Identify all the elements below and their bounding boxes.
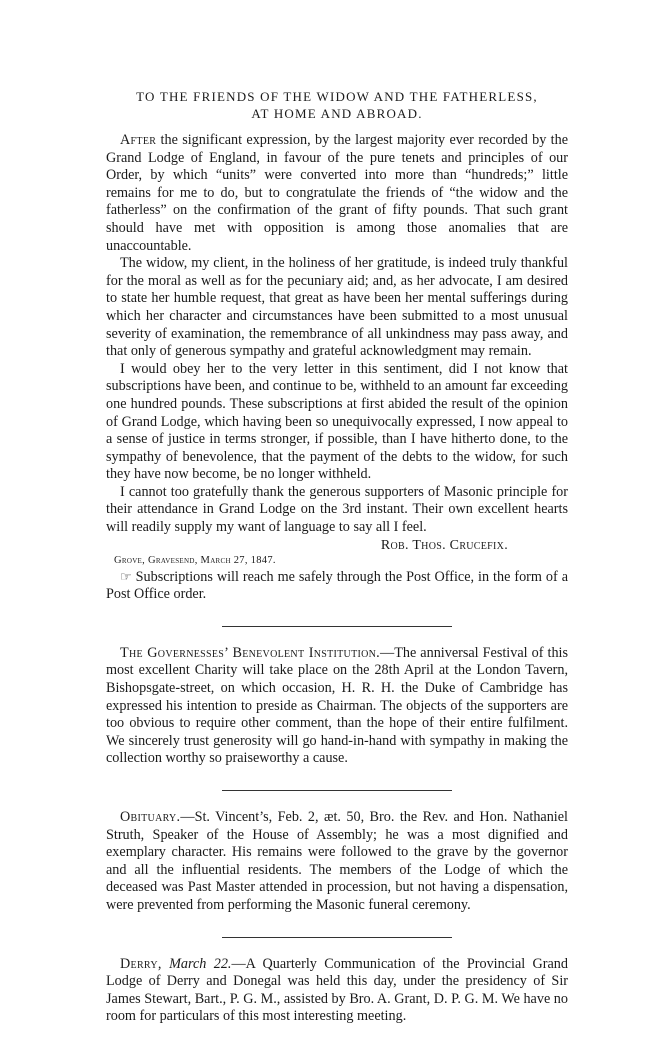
governesses-paragraph [106,645,568,768]
section-divider-2 [222,790,452,791]
governesses-text: —The anniversal Festival of this most excellent Charity will take place on the 28th April at the London Tavern, Bishopsgate-street, on which occasion, H. R. H. the Duke of Cambridge has expressed his intention to preside as Chairman. The objects of the supporters are too obvious to require other comment, than the hope of their entire fulfilment. We sincerely trust generosity will go hand-in-hand with sympathy in making the collection worthy so praiseworthy a cause. [106,644,568,767]
pointing-hand-icon: ☞ [120,568,132,584]
derry-title: Derry, [120,955,162,972]
postscript-text: Subscriptions will reach me safely through the Post Office, in the form of a Post Office order. [106,568,568,603]
derry-paragraph [106,956,568,1026]
governesses-notice [106,645,568,768]
letter-paragraph-1 [106,132,568,255]
signature: Rob. Thos. Crucefix. [380,537,508,553]
section-divider-1 [222,626,452,627]
section-divider-3 [222,937,452,938]
letter-paragraph-4: I cannot too gratefully thank the generous supporters of Masonic principle for their attendance in Grand Lodge on the 3rd instant. Their own excellent hearts will readily supply my want of language to say all I feel. [106,483,568,536]
obituary-paragraph [106,809,568,915]
derry-text: —A Quarterly Communication of the Provincial Grand Lodge of Derry and Donegal was held this day, under the presidency of Sir James Stewart, Bart., P. G. M., assisted by Bro. A. Grant, D. P. G. M. We have no room for particulars of this most interesting meeting. [106,955,568,1025]
letter-paragraph-1-text: the significant expression, by the largest majority ever recorded by the Grand Lodge of England, in favour of the pure tenets and principles of our Order, by which “units” were converted into more than “hundreds;” little remains for me to do, but to congratulate the friends of “the widow and the fatherless” on the confirmation of the grant of fifty pounds. That such grant should have met with opposition is among those anomalies that are unaccountable. [106,132,568,254]
derry-date: March 22. [161,955,232,972]
letter-lead-word: After [120,132,157,148]
letter-paragraph-3: I would obey her to the very letter in this sentiment, did I not know that subscriptions have been, and continue to be, withheld to an amount far exceeding one hundred pounds. These subscriptions at first abided the result of the opinion of Grand Lodge, which having been so unequivocally expressed, I now appeal to a sense of justice in terms stronger, if possible, than I have hitherto done, to the sympathy of benevolence, that the payment of the debts to the widow, for such they have now become, be no longer withheld. [106,360,568,483]
letter-paragraph-2: The widow, my client, in the holiness of her gratitude, is indeed truly thankful for the moral as well as for the pecuniary aid; and, as her advocate, I am desired to state her humble request, that great as have been her mental sufferings during which her character and circumstances have been submitted to a most unusual severity of examination, the remembrance of all unkindness may pass away, and that only of generous sympathy and grateful acknowledgment may remain. [106,255,568,360]
governesses-title: The Governesses’ Benevolent Institution. [120,644,381,661]
dateline: Grove, Gravesend, March 27, 1847. [114,554,276,566]
letter-body [106,132,568,604]
postscript [106,568,568,604]
heading-line-2: AT HOME AND ABROAD. [251,106,423,121]
derry-notice [106,956,568,1026]
obituary-notice [106,809,568,915]
heading-line-1: TO THE FRIENDS OF THE WIDOW AND THE FATHERLESS, [136,89,538,104]
obituary-text: —St. Vincent’s, Feb. 2, æt. 50, Bro. the Rev. and Hon. Nathaniel Struth, Speaker of the House of Assembly; he was a most dignified and exemplary character. His remains were followed to the grave by the governor and all the influential residents. The members of the Lodge of which the deceased was Past Master attended in procession, but not having a dispensation, were prevented from performing the Masonic funeral ceremony. [106,809,568,913]
letter-heading [106,88,568,122]
obituary-title: Obituary. [120,809,181,825]
